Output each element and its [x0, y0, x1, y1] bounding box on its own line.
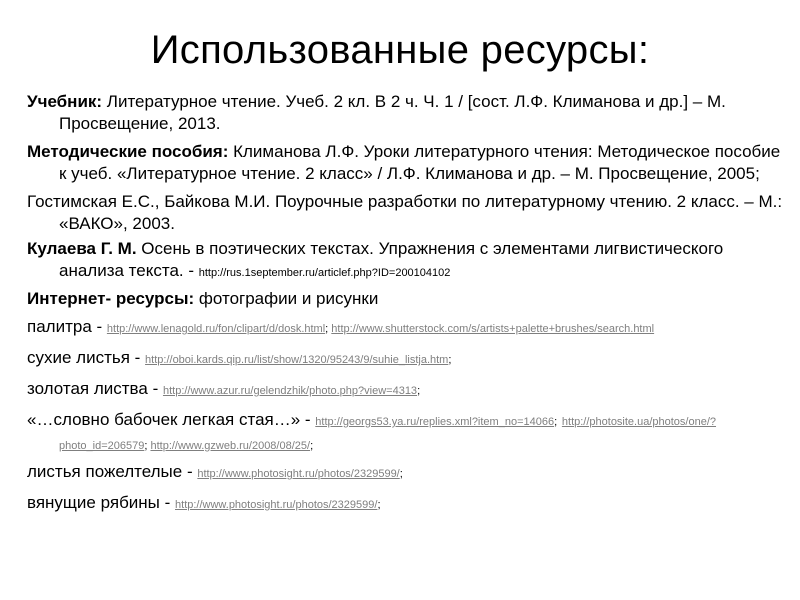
entry-textbook	[27, 91, 792, 135]
entry-kulaeva	[27, 238, 792, 284]
resources-list	[27, 91, 792, 523]
resource-babochki-suffix: ;	[310, 440, 314, 452]
resource-zolotaya-suffix: ;	[417, 385, 421, 397]
resource-palitra	[27, 316, 792, 340]
entry-methods-label: Методические пособия:	[27, 142, 229, 161]
resource-ryabiny-link[interactable]: http://www.photosight.ru/photos/2329599/	[175, 499, 378, 511]
entry-internet-label: Интернет- ресурсы:	[27, 289, 195, 308]
entry-methods	[27, 141, 792, 185]
resource-pozheltelye-link[interactable]: http://www.photosight.ru/photos/2329599/	[197, 468, 400, 480]
resource-ryabiny	[27, 492, 792, 516]
entry-textbook-label: Учебник:	[27, 92, 103, 111]
resource-pozheltelye	[27, 461, 792, 485]
entry-internet-text: фотографии и рисунки	[194, 289, 379, 308]
entry-methods-text: Климанова Л.Ф. Уроки литературного чтения: Методическое пособие к учеб. «Литературное чтение. 2 класс» / Л.Ф. Климанова и др. – М. Просвещение, 2005;	[59, 142, 781, 183]
resource-pozheltelye-suffix: ;	[399, 468, 403, 480]
resource-zolotaya-prefix: золотая листва -	[27, 379, 163, 398]
resource-babochki-link-3[interactable]: http://www.gzweb.ru/2008/08/25/	[150, 440, 311, 452]
resource-babochki-sep-2: ;	[144, 440, 151, 452]
page-title: Использованные ресурсы:	[150, 28, 650, 72]
resource-suhie-suffix: ;	[448, 354, 452, 366]
entry-gostimskaya	[27, 191, 792, 235]
entry-kulaeva-text: Осень в поэтических текстах. Упражнения с элементами лигвистического анализа текста. -	[59, 239, 724, 280]
resource-palitra-prefix: палитра -	[27, 317, 107, 336]
resource-babochki-link-2[interactable]: http://photosite.ua/photos/one/?photo_id=206579	[59, 416, 717, 452]
resource-zolotaya-link[interactable]: http://www.azur.ru/gelendzhik/photo.php?view=4313	[162, 385, 418, 397]
resource-ryabiny-suffix: ;	[377, 499, 381, 511]
entry-internet	[27, 288, 792, 310]
resource-suhie	[27, 347, 792, 371]
resource-palitra-sep: ;	[325, 323, 332, 335]
resource-babochki-sep-1: ;	[554, 416, 558, 428]
entry-textbook-text: Литературное чтение. Учеб. 2 кл. В 2 ч. Ч. 1 / [сост. Л.Ф. Климанова и др.] – М. Просвещение, 2013.	[59, 92, 726, 133]
resource-palitra-link-2[interactable]: http://www.shutterstock.com/s/artists+palette+brushes/search.html	[331, 323, 655, 335]
resource-ryabiny-prefix: вянущие рябины -	[27, 493, 176, 512]
resource-suhie-prefix: сухие листья -	[27, 348, 146, 367]
resource-babochki-prefix: «…словно бабочек легкая стая…» -	[27, 410, 316, 429]
resource-babochki	[27, 409, 792, 457]
resource-zolotaya	[27, 378, 792, 402]
entry-gostimskaya-text: Гостимская Е.С., Байкова М.И. Поурочные разработки по литературному чтению. 2 класс. – М.: «ВАКО», 2003.	[27, 192, 783, 233]
resource-suhie-link[interactable]: http://oboi.kards.qip.ru/list/show/1320/95243/9/suhie_listja.htm	[145, 354, 449, 366]
entry-kulaeva-url: http://rus.1september.ru/articlef.php?ID=200104102	[198, 267, 451, 279]
resource-babochki-link-1[interactable]: http://georgs53.ya.ru/replies.xml?item_no=14066	[315, 416, 555, 428]
resource-pozheltelye-prefix: листья пожелтелые -	[27, 462, 198, 481]
resource-palitra-link-1[interactable]: http://www.lenagold.ru/fon/clipart/d/dosk.html	[106, 323, 326, 335]
entry-kulaeva-label: Кулаева Г. М.	[27, 239, 137, 258]
